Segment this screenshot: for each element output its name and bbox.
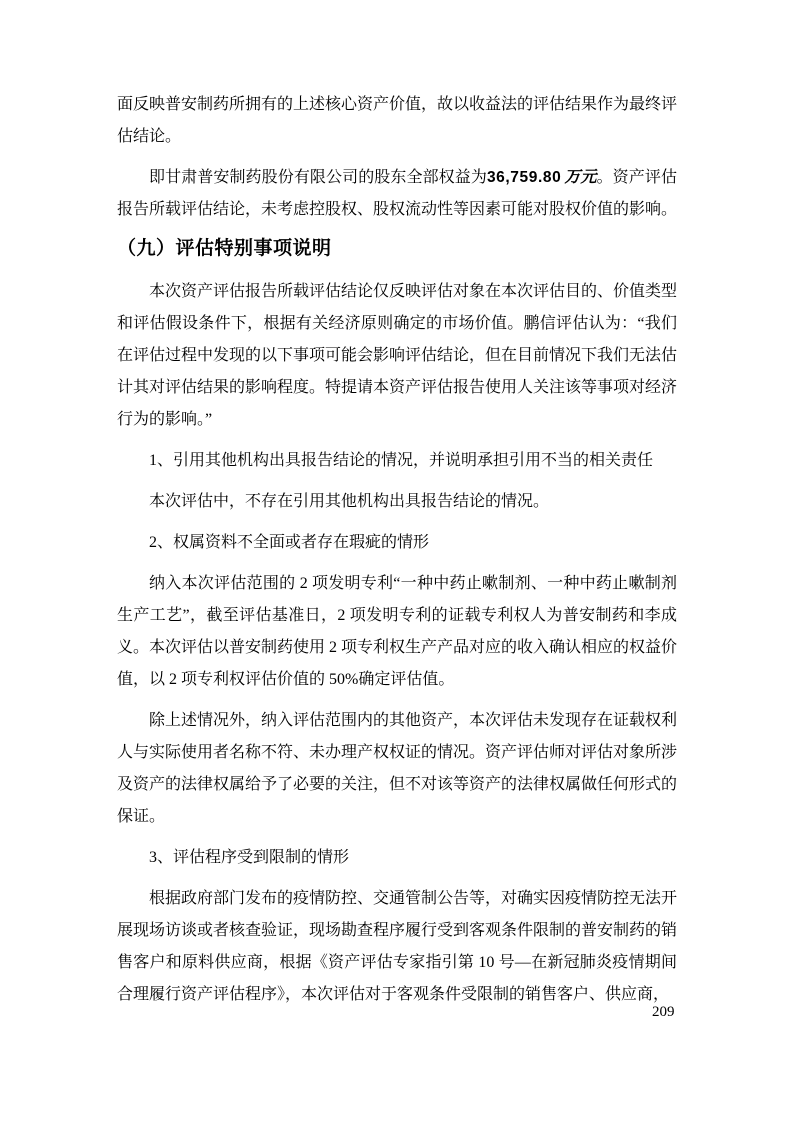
equity-amount-unit: 万元 — [564, 169, 597, 186]
paragraph-special-matters-intro: 本次资产评估报告所载评估结论仅反映评估对象在本次评估目的、价值类型和评估假设条件下，根据有关经济原则确定的市场价值。鹏信评估认为：“我们在评估过程中发现的以下事项可能会影响评估结论，但在目前情况下我们无法估计其对评估结果的影响程度。特提请本资产评估报告使用人关注该等事项对经济行为的影响。” — [117, 283, 678, 428]
item-1-title: 1、引用其他机构出具报告结论的情况，并说明承担引用不当的相关责任 — [149, 452, 654, 469]
item-2-body-patent: 纳入本次评估范围的 2 项发明专利“一种中药止嗽制剂、一种中药止嗽制剂生产工艺”，截至评估基准日，2 项发明专利的证载专利权人为普安制药和李成义。本次评估以普安制药使用 2 项专利权生产产品对应的收入确认相应的权益价值，以 2 项专利权评估价值的 50%确定评估值。 — [117, 575, 678, 688]
paragraph-conclusion-continuation: 面反映普安制药所拥有的上述核心资产价值，故以收益法的评估结果作为最终评估结论。 — [117, 96, 678, 145]
page-number: 209 — [652, 1004, 675, 1020]
equity-value-suffix: 。资产评估报告所载评估结论，未考虑控股权、股权流动性等因素可能对股权价值的影响。 — [117, 169, 678, 218]
equity-amount-value: 36,759.80 — [486, 169, 562, 186]
item-1-body: 本次评估中，不存在引用其他机构出具报告结论的情况。 — [149, 493, 550, 510]
item-2-title: 2、权属资料不全面或者存在瑕疵的情形 — [149, 534, 430, 551]
item-2-body-other-assets: 除上述情况外，纳入评估范围内的其他资产，本次评估未发现存在证载权利人与实际使用者名称不符、未办理产权权证的情况。资产评估师对评估对象所涉及资产的法律权属给予了必要的关注，但不对该等资产的法律权属做任何形式的保证。 — [117, 712, 678, 825]
section-heading-special-matters: （九）评估特别事项说明 — [117, 238, 332, 259]
paragraph-equity-value — [117, 162, 677, 226]
item-3-body: 根据政府部门发布的疫情防控、交通管制公告等，对确实因疫情防控无法开展现场访谈或者核查验证，现场勘查程序履行受到客观条件限制的普安制药的销售客户和原料供应商，根据《资产评估专家指引第 10 号—在新冠肺炎疫情期间合理履行资产评估程序》，本次评估对于客观条件受限制的销售客户、供应商， — [117, 890, 678, 1003]
equity-value-prefix: 即甘肃普安制药股份有限公司的股东全部权益为 — [149, 169, 487, 186]
item-3-title: 3、评估程序受到限制的情形 — [149, 849, 350, 866]
